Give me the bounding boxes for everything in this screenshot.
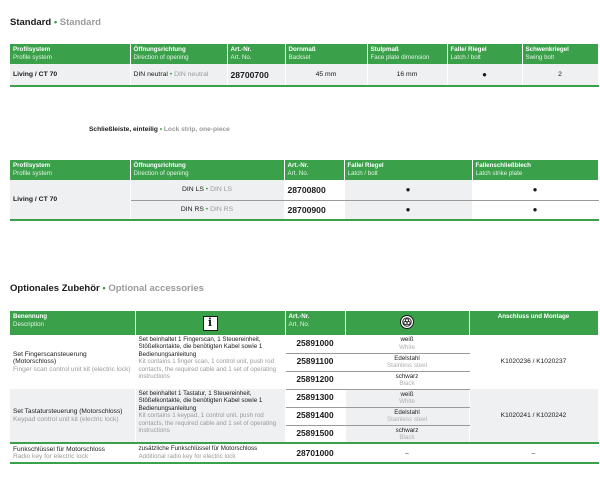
cell-material: schwarz Black — [345, 371, 469, 389]
cell-art: 25891300 — [285, 389, 345, 407]
cell-strike: ● — [472, 200, 598, 220]
cell-art: 25891100 — [285, 353, 345, 371]
cell-art: 25891400 — [285, 407, 345, 425]
cell-name: Set Tastatursteuerung (Motorschloss) Keypad control unit kit (electric lock) — [10, 389, 135, 443]
cell-strike: ● — [472, 180, 598, 200]
col-header-direction: Öffnungsrichtung Direction of opening — [130, 44, 227, 64]
heading-en: Standard — [59, 17, 101, 28]
optional-accessories-table — [10, 311, 599, 464]
cell-direction: DIN RS • DIN RS — [130, 200, 284, 220]
lock-strip-table — [10, 160, 599, 221]
table-row — [10, 443, 598, 463]
cell-material: weiß White — [345, 389, 469, 407]
col-header-direction: Öffnungsrichtung Direction of opening — [130, 160, 284, 180]
col-header-faceplate: Stulpmaß Face plate dimension — [367, 44, 447, 64]
color-palette-icon — [400, 315, 414, 329]
cell-name: Funkschlüssel für Motorschloss Radio key for electric lock — [10, 443, 135, 463]
cell-art: 28700800 — [284, 180, 344, 200]
col-header-art: Art.-Nr. Art. No. — [284, 160, 344, 180]
standard-table — [10, 44, 599, 87]
cell-material: schwarz Black — [345, 425, 469, 443]
cell-material: Edelstahl Stainless steel — [345, 353, 469, 371]
section-lock-strip-heading: Schließleiste, einteilig • Lock strip, one-piece — [89, 126, 230, 133]
cell-description: Set beinhaltet 1 Fingerscan, 1 Steuereinheit, Stößelkontakte, die benötigten Kabel sowie 1 Bedienungsanleitung Kit contains 1 finger scan, 1 control unit, push rod contacts, the required cable and 1 set of operating instructions — [135, 335, 285, 389]
cell-art: 28700700 — [227, 64, 285, 86]
col-header-profile: Profilsystem Profile system — [10, 44, 130, 64]
cell-faceplate: 16 mm — [367, 64, 447, 86]
cell-description: zusätzliche Funkschlüssel für Motorschloss Additional radio key for electric lock — [135, 443, 285, 463]
col-header-color — [345, 311, 469, 335]
table-row — [10, 180, 598, 200]
col-header-latch: Falle/ Riegel Latch / bolt — [344, 160, 472, 180]
info-icon: i — [203, 316, 218, 331]
col-header-latch: Falle/ Riegel Latch / bolt — [447, 44, 522, 64]
table-row — [10, 64, 598, 86]
table-header-row — [10, 44, 598, 64]
col-header-name: Benennung Description — [10, 311, 135, 335]
cell-mount: K1020236 / K1020237 — [469, 335, 598, 389]
col-header-info — [135, 311, 285, 335]
cell-mount: – — [469, 443, 598, 463]
cell-mount: K1020241 / K1020242 — [469, 389, 598, 443]
table-header-row — [10, 311, 598, 335]
cell-art: 25891500 — [285, 425, 345, 443]
section-optional-accessories-heading: Optionales Zubehör • Optional accessories — [10, 283, 204, 294]
cell-latch: ● — [344, 180, 472, 200]
cell-art: 25891000 — [285, 335, 345, 353]
cell-direction: DIN neutral • DIN neutral — [130, 64, 227, 86]
col-header-art: Art.-Nr. Art. No. — [285, 311, 345, 335]
cell-direction: DIN LS • DIN LS — [130, 180, 284, 200]
table-row — [10, 389, 598, 407]
col-header-mount: Anschluss und Montage — [469, 311, 598, 335]
cell-profile: Living / CT 70 — [10, 180, 130, 220]
cell-backset: 45 mm — [285, 64, 367, 86]
col-header-art: Art.-Nr. Art. No. — [227, 44, 285, 64]
cell-material: weiß White — [345, 335, 469, 353]
cell-profile: Living / CT 70 — [10, 64, 130, 86]
cell-material: Edelstahl Stainless steel — [345, 407, 469, 425]
col-header-profile: Profilsystem Profile system — [10, 160, 130, 180]
cell-art: 25891200 — [285, 371, 345, 389]
cell-art: 28700900 — [284, 200, 344, 220]
cell-material: – — [345, 443, 469, 463]
heading-de: Standard — [10, 17, 52, 28]
section-standard-heading — [10, 17, 101, 28]
cell-latch: ● — [344, 200, 472, 220]
col-header-swing: Schwenkriegel Swing bolt — [522, 44, 598, 64]
cell-latch: ● — [447, 64, 522, 86]
col-header-backset: Dornmaß Backset — [285, 44, 367, 64]
cell-swing: 2 — [522, 64, 598, 86]
table-header-row — [10, 160, 598, 180]
heading-separator: • — [53, 17, 58, 28]
cell-art: 28701000 — [285, 443, 345, 463]
col-header-strike: Fallenschließblech Latch strike plate — [472, 160, 598, 180]
cell-name: Set Fingerscansteuerung (Motorschloss) Finger scan control unit kit (electric lock) — [10, 335, 135, 389]
table-row — [10, 335, 598, 353]
cell-description: Set beinhaltet 1 Tastatur, 1 Steuereinheit, Stößelkontakte, die benötigten Kabel sowie 1 Bedienungsanleitung Kit contains 1 keypad, 1 control unit, push rod contacts, the required cable and 1 set of operating instructions — [135, 389, 285, 443]
